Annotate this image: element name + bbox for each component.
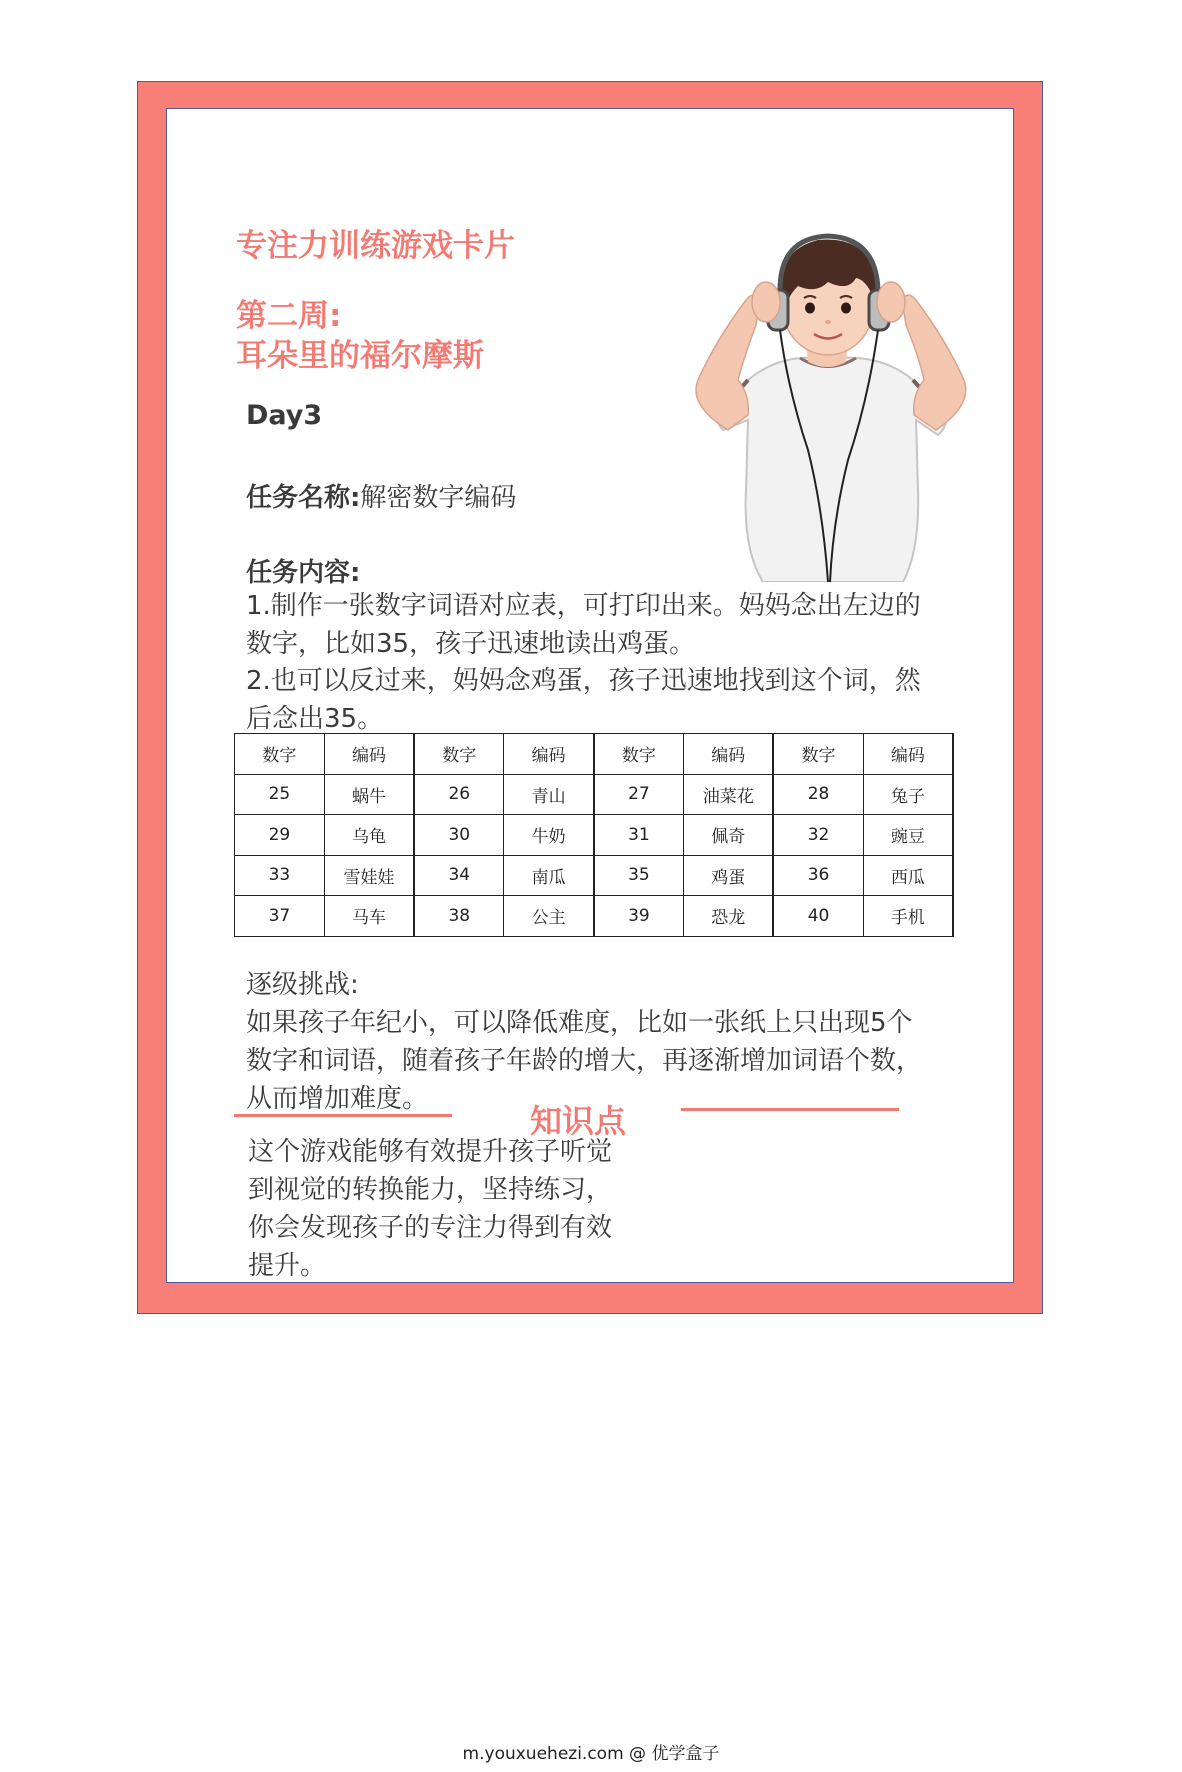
table-cell: 36 [773,855,863,896]
table-cell: 32 [773,815,863,856]
challenge-line: 如果孩子年纪小，可以降低难度，比如一张纸上只出现5个 [246,1008,913,1038]
table-cell: 33 [235,855,325,896]
card-title: 专注力训练游戏卡片 [236,228,515,264]
content-line: 1.制作一张数字词语对应表，可打印出来。妈妈念出左边的 [246,591,921,621]
knowledge-line: 这个游戏能够有效提升孩子听觉 [248,1137,613,1167]
knowledge-line: 你会发现孩子的专注力得到有效 [248,1213,613,1243]
column-header: 编码 [684,734,774,775]
table-cell: 27 [594,774,684,815]
knowledge-heading: 知识点 [530,1102,627,1140]
table-cell: 油菜花 [684,774,774,815]
table-cell: 28 [773,774,863,815]
task-content [246,588,946,738]
table-header-row [235,734,954,775]
table-cell: 30 [414,815,504,856]
table-cell: 26 [414,774,504,815]
knowledge-divider-left [234,1114,452,1117]
table-cell: 蜗牛 [324,774,414,815]
table-cell: 兔子 [863,774,953,815]
column-header: 数字 [594,734,684,775]
week-number: 第二周: [236,298,342,334]
table-row [235,774,954,815]
column-header: 数字 [235,734,325,775]
column-header: 数字 [414,734,504,775]
table-cell: 西瓜 [863,855,953,896]
column-header: 数字 [773,734,863,775]
content-line: 2.也可以反过来，妈妈念鸡蛋，孩子迅速地找到这个词，然 [246,666,921,696]
table-cell: 雪娃娃 [324,855,414,896]
knowledge-text [248,1133,628,1285]
column-header: 编码 [324,734,414,775]
column-header: 编码 [863,734,953,775]
knowledge-divider-right [681,1108,899,1111]
table-cell: 恐龙 [684,896,774,937]
content-line: 后念出35。 [246,703,384,734]
table-cell: 34 [414,855,504,896]
number-code-table [234,733,954,937]
table-cell: 公主 [504,896,594,937]
footer-source: m.youxuehezi.com @ 优学盒子 [462,1744,720,1764]
boy-with-headphones-illustration [688,230,968,582]
week-theme: 耳朵里的福尔摩斯 [236,338,484,374]
challenge-line: 数字和词语，随着孩子年龄的增大，再逐渐增加词语个数， [246,1046,923,1076]
table-row [235,855,954,896]
table-cell: 佩奇 [684,815,774,856]
table-cell: 37 [235,896,325,937]
table-cell: 38 [414,896,504,937]
table-cell: 25 [235,774,325,815]
day-label: Day3 [246,400,323,431]
knowledge-line: 到视觉的转换能力，坚持练习， [248,1175,613,1205]
table-cell: 29 [235,815,325,856]
table-cell: 南瓜 [504,855,594,896]
content-line: 数字，比如35，孩子迅速地读出鸡蛋。 [246,628,696,659]
table-cell: 手机 [863,896,953,937]
table-cell: 豌豆 [863,815,953,856]
task-name-line [246,477,516,514]
table-cell: 乌龟 [324,815,414,856]
table-row [235,815,954,856]
table-cell: 马车 [324,896,414,937]
shirt [717,358,945,582]
column-header: 编码 [504,734,594,775]
challenge-line: 从而增加难度。 [246,1084,429,1114]
table-cell: 青山 [504,774,594,815]
challenge-heading: 逐级挑战: [246,970,359,1000]
table-cell: 鸡蛋 [684,855,774,896]
table-cell: 39 [594,896,684,937]
table-cell: 40 [773,896,863,937]
task-content-label: 任务内容: [246,558,361,588]
table-cell: 牛奶 [504,815,594,856]
table-cell: 35 [594,855,684,896]
knowledge-line: 提升。 [248,1251,327,1281]
table-row [235,896,954,937]
task-name-value: 解密数字编码 [360,483,517,513]
week-heading [236,296,484,376]
task-name-label: 任务名称: [246,483,361,513]
table-cell: 31 [594,815,684,856]
